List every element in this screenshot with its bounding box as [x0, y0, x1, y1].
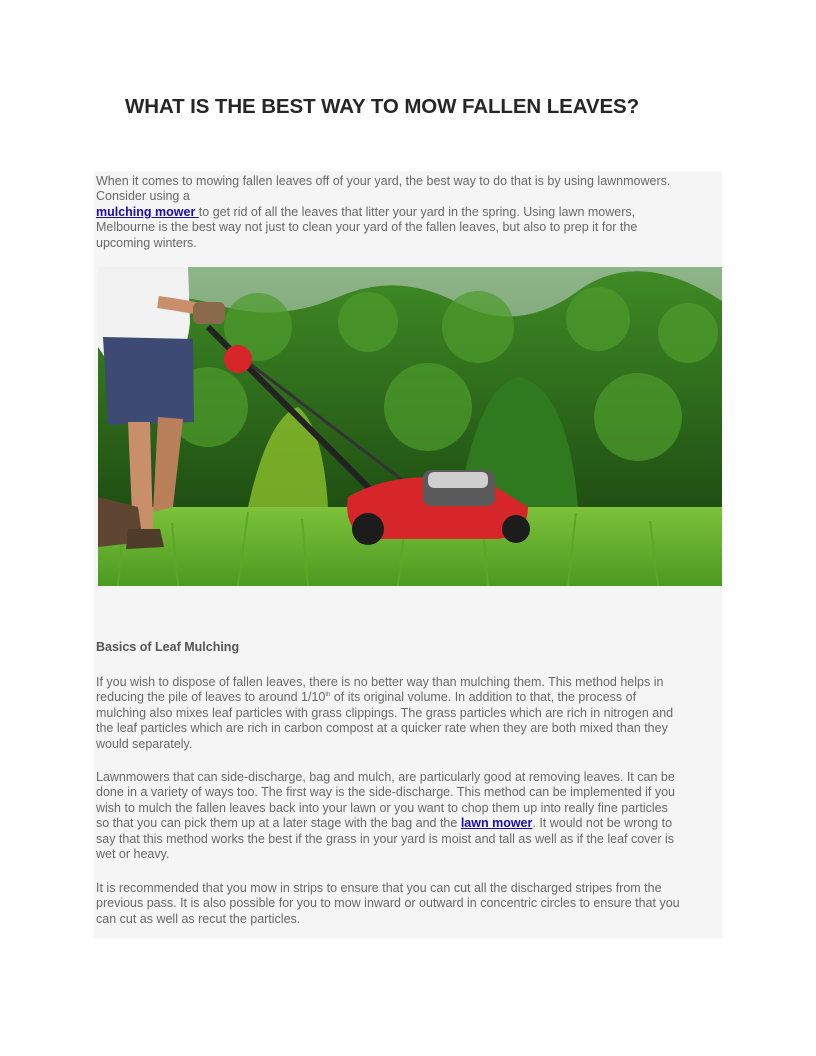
- para2-line-1: Lawnmowers that can side-discharge, bag and mulch, are particularly good at removing leaves. It can be: [96, 770, 675, 784]
- para1-line-5: would separately.: [96, 736, 193, 751]
- para1-line-2b: of its original volume. In addition to that, the process of: [330, 690, 637, 705]
- section-heading: Basics of Leaf Mulching: [96, 640, 240, 654]
- para3-line-1: It is recommended that you mow in strips to ensure that you can cut all the discharged stripes from the: [96, 881, 662, 895]
- para1-line-1: If you wish to dispose of fallen leaves, there is no better way than mulching them. This method helps in: [96, 675, 664, 689]
- para2-line-4: [96, 816, 716, 831]
- intro-paragraph: [96, 174, 716, 251]
- para1-line-2: [96, 690, 716, 705]
- para2-line-2: done in a variety of ways too. The first way is the side-discharge. This method can be implemented if you: [96, 785, 675, 800]
- page-title: WHAT IS THE BEST WAY TO MOW FALLEN LEAVES?: [125, 95, 640, 118]
- paragraph-leaf-mulching: [96, 675, 716, 752]
- para1-line-4: the leaf particles which are rich in carbon compost at a quicker rate when they are both mixed than they: [96, 721, 668, 736]
- para2-line-3: wish to mulch the fallen leaves back into your lawn or you want to chop them up into really fine particles: [96, 800, 668, 815]
- para1-line-3: mulching also mixes leaf particles with grass clippings. The grass particles which are rich in nitrogen and: [96, 705, 674, 720]
- lawn-mower-photo: [98, 267, 722, 586]
- lawn-mower-link[interactable]: lawn mower: [460, 816, 533, 831]
- para2-line-6: wet or heavy.: [96, 847, 170, 862]
- intro-line-3: [96, 205, 716, 220]
- intro-line-4: Melbourne is the best way not just to clean your yard of the fallen leaves, but also to prep it for the: [96, 220, 638, 235]
- para3-line-3: can cut as well as recut the particles.: [96, 911, 301, 926]
- superscript-th: th: [325, 692, 331, 699]
- intro-line-5: upcoming winters.: [96, 235, 197, 250]
- paragraph-mow-strips: [96, 881, 716, 927]
- para1-line-2a: reducing the pile of leaves to around 1/10: [96, 690, 326, 705]
- para2-line-5: say that this method works the best if the grass in your yard is moist and tall as well as if the leaf cover is: [96, 831, 675, 846]
- paragraph-side-discharge: [96, 770, 716, 862]
- intro-line-2: Consider using a: [96, 189, 190, 204]
- intro-line-1: When it comes to mowing fallen leaves off of your yard, the best way to do that is by using lawnmowers.: [96, 174, 671, 188]
- mulching-mower-link[interactable]: mulching mower: [96, 204, 199, 219]
- intro-line-3-text: to get rid of all the leaves that litter your yard in the spring. Using lawn mowers,: [198, 204, 636, 219]
- para2-line-4b: . It would not be wrong to: [532, 816, 673, 831]
- para3-line-2: previous pass. It is also possible for you to mow inward or outward in concentric circles to ensure that you: [96, 896, 680, 911]
- para2-line-4a: so that you can pick them up at a later stage with the bag and the: [96, 816, 461, 831]
